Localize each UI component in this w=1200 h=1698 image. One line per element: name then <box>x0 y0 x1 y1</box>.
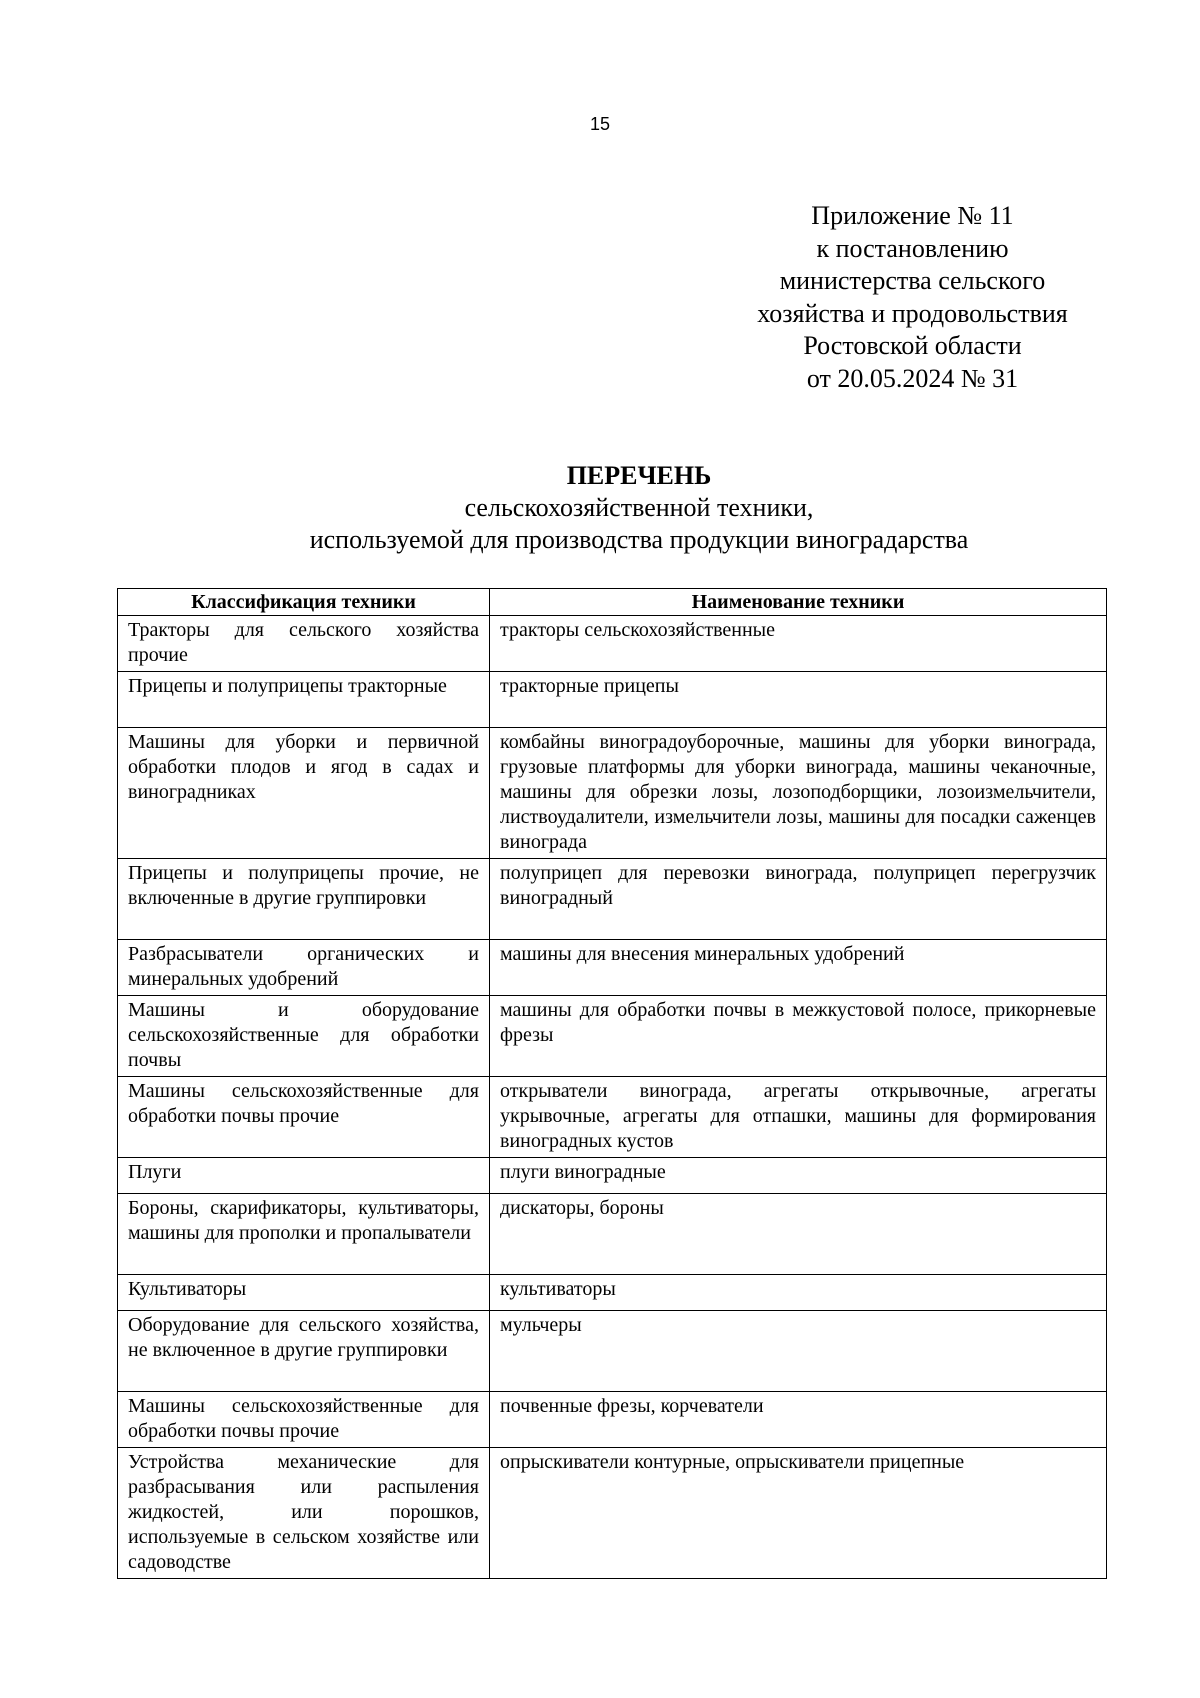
appendix-block <box>735 200 1090 395</box>
header-name: Наименование техники <box>490 589 1107 616</box>
table-row <box>118 672 1107 728</box>
cell-name: мульчеры <box>490 1311 1107 1392</box>
cell-classification: Тракторы для сельского хозяйства прочие <box>118 616 490 672</box>
cell-name: машины для обработки почвы в межкустовой полосе, прикорневые фрезы <box>490 996 1107 1077</box>
cell-classification: Машины для уборки и первичной обработки плодов и ягод в садах и виноградниках <box>118 728 490 859</box>
appendix-line: к постановлению <box>816 233 1009 263</box>
cell-name: комбайны виноградоуборочные, машины для уборки винограда, грузовые платформы для уборки винограда, машины чеканочные, машины для обрезки лозы, лозоподборщики, лозоизмельчители, листвоудалители, измельчители лозы, машины для посадки саженцев винограда <box>490 728 1107 859</box>
cell-classification: Бороны, скарификаторы, культиваторы, машины для прополки и пропалыватели <box>118 1194 490 1275</box>
table-row <box>118 996 1107 1077</box>
equipment-table <box>117 588 1107 1579</box>
cell-classification: Прицепы и полуприцепы прочие, не включенные в другие группировки <box>118 859 490 940</box>
cell-name: тракторные прицепы <box>490 672 1107 728</box>
cell-classification: Машины сельскохозяйственные для обработки почвы прочие <box>118 1077 490 1158</box>
appendix-line: Ростовской области <box>803 331 1022 360</box>
table-row <box>118 1448 1107 1579</box>
table-row <box>118 1077 1107 1158</box>
cell-name: опрыскиватели контурные, опрыскиватели прицепные <box>490 1448 1107 1579</box>
cell-classification: Машины сельскохозяйственные для обработки почвы прочие <box>118 1392 490 1448</box>
cell-name: плуги виноградные <box>490 1158 1107 1194</box>
page-number: 15 <box>589 114 611 134</box>
cell-classification: Устройства механические для разбрасывания или распыления жидкостей, или порошков, используемые в сельском хозяйстве или садоводстве <box>118 1448 490 1579</box>
table-row <box>118 1275 1107 1311</box>
cell-name: машины для внесения минеральных удобрений <box>490 940 1107 996</box>
document-title: ПЕРЕЧЕНЬ <box>566 461 712 490</box>
cell-name: культиваторы <box>490 1275 1107 1311</box>
cell-classification: Машины и оборудование сельскохозяйственные для обработки почвы <box>118 996 490 1077</box>
table-row <box>118 940 1107 996</box>
cell-name: дискаторы, бороны <box>490 1194 1107 1275</box>
document-heading <box>120 460 1158 556</box>
cell-classification: Разбрасыватели органических и минеральных удобрений <box>118 940 490 996</box>
cell-classification: Прицепы и полуприцепы тракторные <box>118 672 490 728</box>
header-classification: Классификация техники <box>118 589 490 616</box>
cell-name: тракторы сельскохозяйственные <box>490 616 1107 672</box>
table-row <box>118 1158 1107 1194</box>
document-subtitle: сельскохозяйственной техники, <box>464 493 814 522</box>
table-row <box>118 1194 1107 1275</box>
table-row <box>118 728 1107 859</box>
cell-classification: Плуги <box>118 1158 490 1194</box>
table-row <box>118 1311 1107 1392</box>
table-row <box>118 616 1107 672</box>
document-subtitle: используемой для производства продукции виноградарства <box>309 525 969 554</box>
appendix-line: министерства сельского <box>779 266 1046 295</box>
appendix-line: Приложение № 11 <box>811 201 1014 230</box>
table-row <box>118 1392 1107 1448</box>
cell-classification: Оборудование для сельского хозяйства, не включенное в другие группировки <box>118 1311 490 1392</box>
appendix-line: хозяйства и продовольствия <box>757 298 1068 328</box>
appendix-line: от 20.05.2024 № 31 <box>806 363 1019 393</box>
table-header-row <box>118 589 1107 616</box>
cell-classification: Культиваторы <box>118 1275 490 1311</box>
cell-name: открыватели винограда, агрегаты открывочные, агрегаты укрывочные, агрегаты для отпашки, машины для формирования виноградных кустов <box>490 1077 1107 1158</box>
table-row <box>118 859 1107 940</box>
cell-name: почвенные фрезы, корчеватели <box>490 1392 1107 1448</box>
cell-name: полуприцеп для перевозки винограда, полуприцеп перегрузчик виноградный <box>490 859 1107 940</box>
